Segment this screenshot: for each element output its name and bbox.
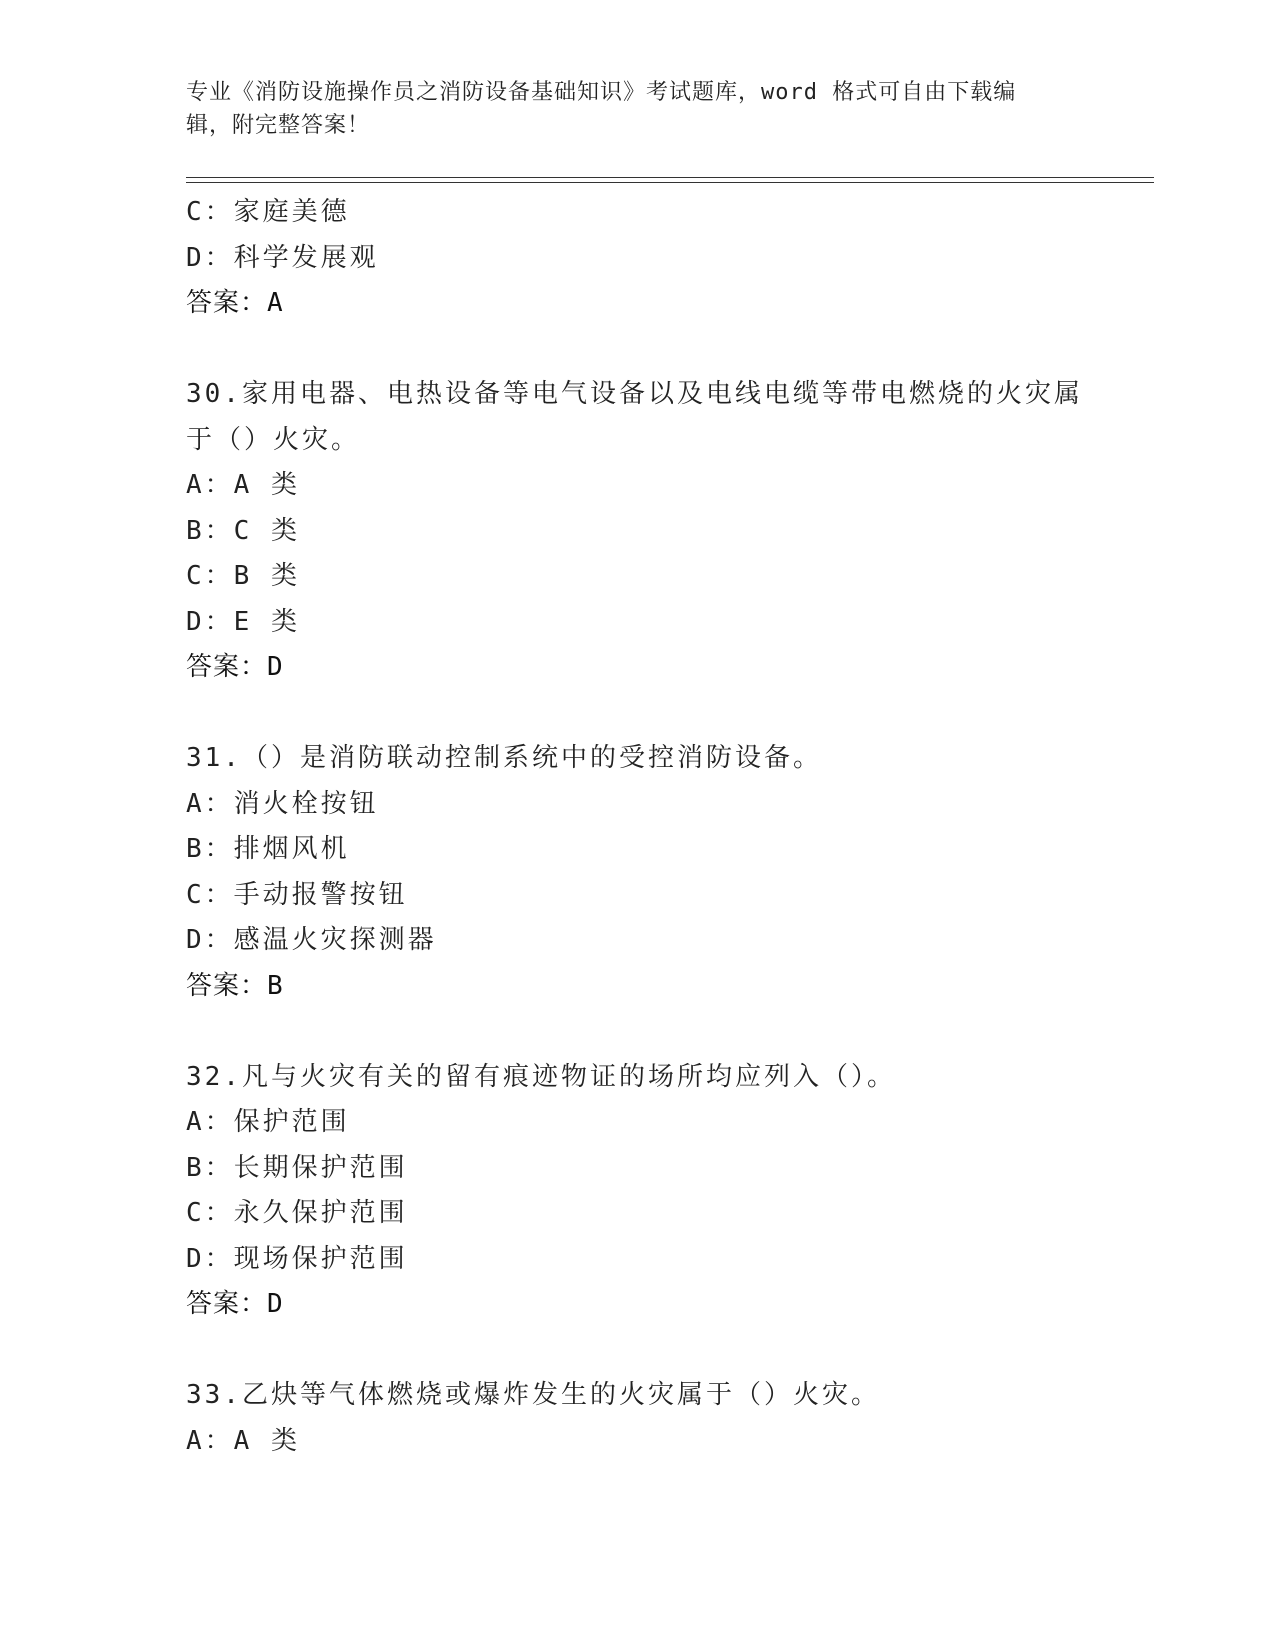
question-block-32: [186, 1055, 1146, 1328]
option-b: B：长期保护范围: [186, 1152, 408, 1183]
option-b: B：C 类: [186, 515, 300, 546]
answer-value: D: [267, 652, 283, 682]
answer-value: A: [267, 288, 283, 318]
option-d: D：科学发展观: [186, 242, 379, 273]
answer-line: [186, 1282, 1146, 1328]
answer-value: D: [267, 1289, 283, 1319]
question-list: [186, 190, 1146, 1464]
question-stem: 32.凡与火灾有关的留有痕迹物证的场所均应列入（）。: [186, 1061, 896, 1092]
answer-line: [186, 964, 1146, 1010]
answer-label: 答案：: [186, 970, 268, 1001]
header-rule-top: [186, 177, 1154, 178]
spacer: [186, 327, 1146, 373]
question-stem: 31.（）是消防联动控制系统中的受控消防设备。: [186, 743, 822, 773]
question-block-prev: [186, 190, 1146, 327]
option-a: A：A 类: [186, 470, 300, 500]
question-stem: 33.乙炔等气体燃烧或爆炸发生的火灾属于（）火灾。: [186, 1380, 880, 1410]
spacer: [186, 1009, 1146, 1055]
option-b: B：排烟风机: [186, 834, 350, 864]
option-c: C：B 类: [186, 561, 300, 591]
option-d: D：E 类: [186, 606, 300, 637]
spacer: [186, 1328, 1146, 1374]
question-block-30: [186, 372, 1146, 691]
answer-line: [186, 645, 1146, 691]
question-block-33: [186, 1373, 1146, 1464]
answer-label: 答案：: [186, 652, 268, 682]
answer-line: [186, 281, 1146, 327]
option-d: D：现场保护范围: [186, 1243, 408, 1274]
option-a: A：消火栓按钮: [186, 788, 379, 819]
option-c: C：手动报警按钮: [186, 879, 408, 910]
page-header: [186, 76, 1066, 142]
question-block-31: [186, 736, 1146, 1009]
spacer: [186, 691, 1146, 737]
question-stem: 于（）火灾。: [186, 424, 361, 455]
answer-label: 答案：: [186, 1289, 268, 1319]
option-a: A：保护范围: [186, 1107, 350, 1137]
option-d: D：感温火灾探测器: [186, 925, 437, 955]
header-rule-bottom: [186, 182, 1154, 183]
option-c: C：永久保护范围: [186, 1198, 408, 1228]
header-line-2: 辑，附完整答案！: [186, 113, 371, 138]
answer-label: 答案：: [186, 288, 268, 318]
option-a: A：A 类: [186, 1425, 300, 1456]
header-line-1: 专业《消防设施操作员之消防设备基础知识》考试题库，word 格式可自由下载编: [186, 80, 1017, 105]
question-stem: 30.家用电器、电热设备等电气设备以及电线电缆等带电燃烧的火灾属: [186, 379, 1083, 409]
answer-value: B: [267, 970, 283, 1001]
option-c: C：家庭美德: [186, 197, 350, 227]
